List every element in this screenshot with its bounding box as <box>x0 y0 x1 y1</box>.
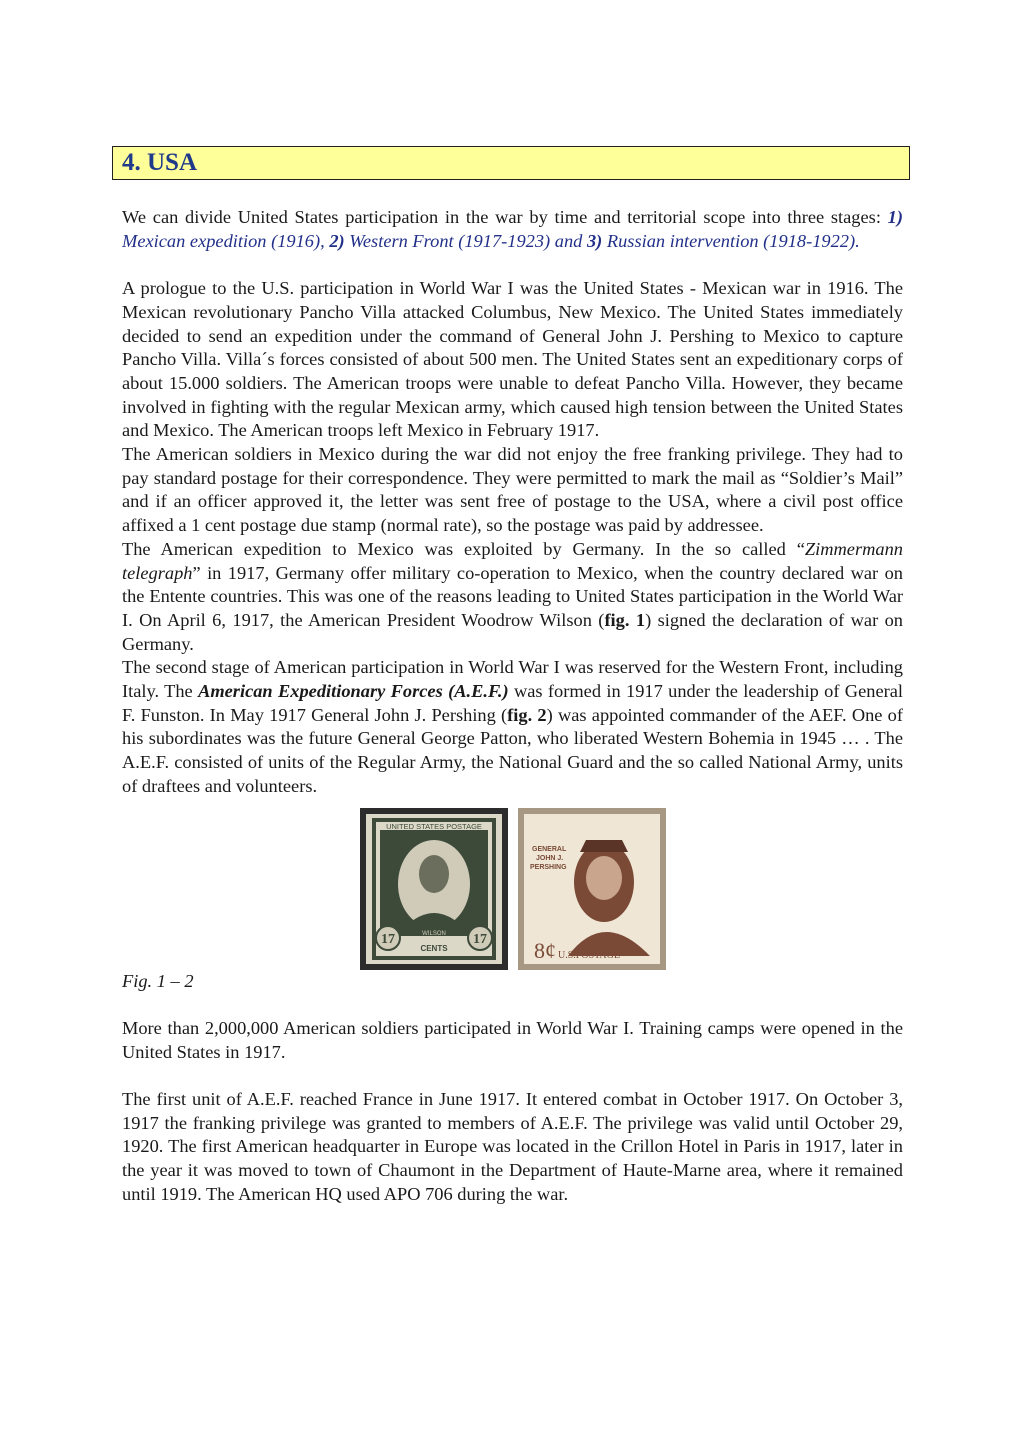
wilson-stamp-name: WILSON <box>421 930 446 937</box>
wilson-stamp-top-text: UNITED STATES POSTAGE <box>385 821 482 831</box>
wilson-stamp-value-right: 17 <box>472 931 487 947</box>
zimmermann-text-c: ) signed the declaration of war on Germany. <box>122 609 903 654</box>
paragraph-zimmermann <box>122 538 903 657</box>
stage-2-text: Western Front (1917-1923) and <box>344 230 587 251</box>
zimmermann-telegraph-term: Zimmermann telegraph <box>122 538 903 583</box>
aef-text-c: ) was appointed commander of the AEF. One of his subordinates was the future General George Patton, who liberated Western Bohemia in 1945 … . The A.E.F. consisted of units of the Regular Army, the National Guard and the so called National Army, units of draftees and volunteers. <box>122 704 904 796</box>
stage-3-number: 3) <box>586 230 603 251</box>
figure-caption: Fig. 1 – 2 <box>122 970 194 991</box>
paragraph-training: More than 2,000,000 American soldiers participated in World War I. Training camps were opened in the United States in 1917. <box>122 1017 903 1062</box>
wilson-stamp-cents: CENTS <box>419 943 448 953</box>
document-body <box>122 206 903 1207</box>
fig-1-reference: fig. 1 <box>604 609 646 630</box>
paragraph-stages <box>122 206 903 253</box>
zimmermann-text-b: ” in 1917, Germany offer military co-operation to Mexico, when the country declared war on the Entente countries. This was one of the reasons leading to United States participation in the World War I. On April 6, 1917, the American President Woodrow Wilson ( <box>122 562 903 630</box>
zimmermann-text-a: The American expedition to Mexico was exploited by Germany. In the so called “ <box>122 538 805 559</box>
pershing-stamp-bottom-text: U.S.POSTAGE <box>557 949 620 961</box>
fig-2-reference: fig. 2 <box>507 704 547 725</box>
pershing-stamp-value: 8¢ <box>533 937 556 963</box>
pershing-stamp <box>518 808 666 970</box>
stage-1-number: 1) <box>887 207 903 227</box>
stamps-figure <box>360 808 666 970</box>
stage-3-text: Russian intervention (1918-1922). <box>602 230 860 251</box>
stage-1-text: Mexican expedition (1916), <box>122 230 330 251</box>
section-heading: 4. USA <box>122 149 198 176</box>
paragraph-soldiers-mail: The American soldiers in Mexico during the war did not enjoy the free franking privilege. They had to pay standard postage for their correspondence. They were permitted to mark the mail as “Soldier’s Mail” and if an officer approved it, the letter was sent free of postage to the USA, where a civil post office affixed a 1 cent postage due stamp (normal rate), so the postage was paid by addressee. <box>122 444 903 536</box>
stage-2-number: 2) <box>329 230 345 251</box>
paragraph-first-unit: The first unit of A.E.F. reached France in June 1917. It entered combat in October 1917. On October 3, 1917 the franking privilege was granted to members of A.E.F. The privilege was valid until October 29, 1920. The first American headquarter in Europe was located in the Crillon Hotel in Paris in 1917, later in the year it was moved to town of Chaumont in the Department of Haute-Marne area, where it remained until 1919. The American HQ used APO 706 during the war. <box>122 1089 903 1204</box>
paragraph-aef <box>122 656 903 798</box>
wilson-stamp-value-left: 17 <box>380 931 395 947</box>
paragraph-prologue: A prologue to the U.S. participation in World War I was the United States - Mexican war in 1916. The Mexican revolutionary Pancho Villa attacked Columbus, New Mexico. The United States immediately decided to send an expedition under the command of General John J. Pershing to Mexico to capture Pancho Villa. Villa´s forces consisted of about 500 men. The United States sent an expeditionary corps of about 15.000 soldiers. The American troops were unable to defeat Pancho Villa. However, they became involved in fighting with the regular Mexican army, which caused high tension between the United States and Mexico. The American troops left Mexico in February 1917. <box>122 278 903 441</box>
aef-text-a: The second stage of American participation in World War I was reserved for the Western Front, including Italy. The <box>122 657 903 702</box>
stages-intro-text: We can divide United States participation in the war by time and territorial scope into three stages: <box>122 207 888 227</box>
aef-term: American Expeditionary Forces (A.E.F.) <box>198 681 509 702</box>
pershing-stamp-label: GENERAL JOHN J. PERSHING <box>529 845 567 871</box>
aef-text-b: was formed in 1917 under the leadership of General F. Funston. In May 1917 General John J. Pershing ( <box>122 681 904 725</box>
section-heading-box <box>112 146 910 180</box>
wilson-stamp <box>360 808 508 970</box>
stamps-image <box>360 808 666 970</box>
